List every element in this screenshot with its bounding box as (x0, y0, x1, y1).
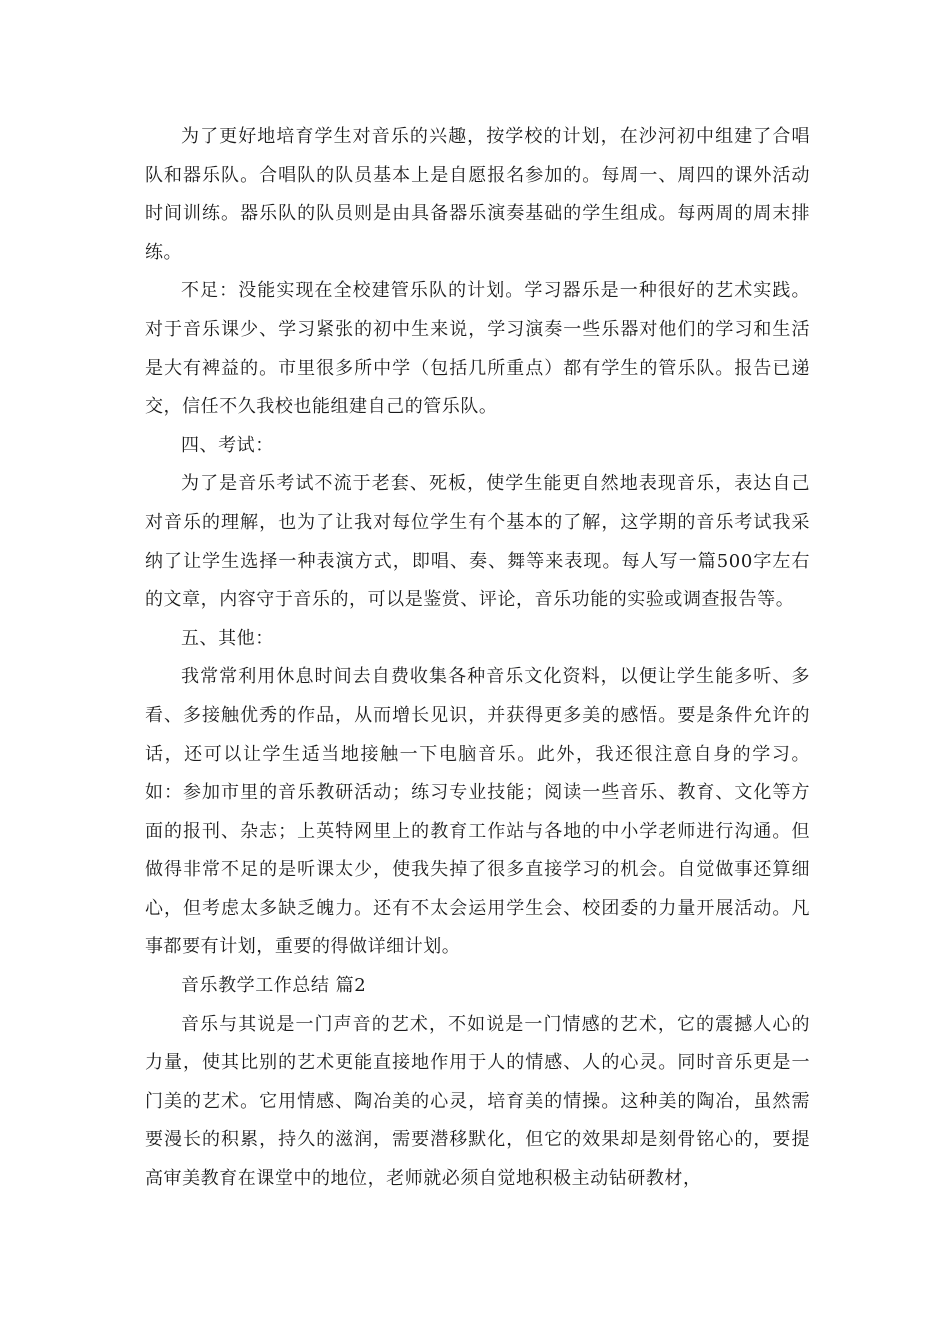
heading-other: 五、其他： (181, 627, 274, 649)
heading-summary-2: 音乐教学工作总结 篇2 (181, 975, 367, 997)
paragraph-music-emotion: 音乐与其说是一门声音的艺术，不如说是一门情感的艺术，它的震撼人心的力量，使其比别的艺术更能直接地作用于人的情感、人的心灵。同时音乐更是一门美的艺术。它用情感、陶冶美的心灵，培育美的情操。这种美的陶冶，虽然需要漫长的积累，持久的滋润，需要潜移默化，但它的效果却是刻骨铭心的，要提高审美教育在课堂中的地位，老师就必须自觉地积极主动钻研教材， (145, 1013, 810, 1190)
heading-exam: 四、考试： (181, 434, 274, 456)
paragraph-choir-band: 为了更好地培育学生对音乐的兴趣，按学校的计划，在沙河初中组建了合唱队和器乐队。合唱队的队员基本上是自愿报名参加的。每周一、周四的课外活动时间训练。器乐队的队员则是由具备器乐演奏基础的学生组成。每两周的周末排练。 (145, 126, 810, 263)
paragraph-exam: 为了是音乐考试不流于老套、死板，使学生能更自然地表现音乐，表达自己对音乐的理解，也为了让我对每位学生有个基本的了解，这学期的音乐考试我采纳了让学生选择一种表演方式，即唱、奏、舞等来表现。每人写一篇500字左右的文章，内容守于音乐的，可以是鉴赏、评论，音乐功能的实验或调查报告等。 (145, 473, 810, 611)
paragraph-other: 我常常利用休息时间去自费收集各种音乐文化资料，以便让学生能多听、多看、多接触优秀的作品，从而增长见识，并获得更多美的感悟。要是条件允许的话，还可以让学生适当地接触一下电脑音乐。此外，我还很注意自身的学习。如：参加市里的音乐教研活动；练习专业技能；阅读一些音乐、教育、文化等方面的报刊、杂志；上英特网里上的教育工作站与各地的中小学老师进行沟通。但做得非常不足的是听课太少，使我失掉了很多直接学习的机会。自觉做事还算细心，但考虑太多缺乏魄力。还有不太会运用学生会、校团委的力量开展活动。凡事都要有计划，重要的得做详细计划。 (145, 666, 810, 958)
paragraph-shortcoming: 不足：没能实现在全校建管乐队的计划。学习器乐是一种很好的艺术实践。对于音乐课少、学习紧张的初中生来说，学习演奏一些乐器对他们的学习和生活是大有裨益的。市里很多所中学（包括几所重点）都有学生的管乐队。报告已递交，信任不久我校也能组建自己的管乐队。 (145, 280, 810, 418)
document-body (145, 118, 810, 1199)
